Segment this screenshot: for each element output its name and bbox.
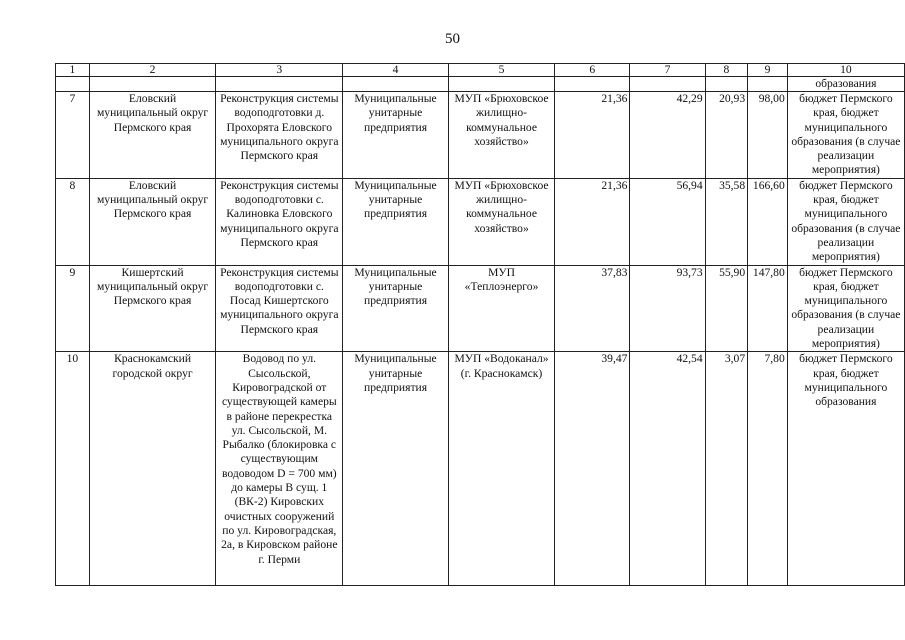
column-header-9: 9 — [748, 64, 788, 77]
value-col9: 7,80 — [748, 352, 788, 586]
municipality-cell: Кишертский муниципальный округ Пермского края — [89, 265, 216, 352]
recipient-cell: Муниципальные унитарные предприятия — [343, 92, 449, 179]
column-header-10: 10 — [787, 64, 904, 77]
column-header-6: 6 — [555, 64, 630, 77]
page-number: 50 — [445, 31, 460, 47]
column-header-8: 8 — [705, 64, 748, 77]
table-row — [56, 352, 905, 586]
table-row — [56, 178, 905, 265]
row-number: 7 — [56, 92, 90, 179]
value-col6: 37,83 — [555, 265, 630, 352]
value-col8: 55,90 — [705, 265, 748, 352]
value-col6: 39,47 — [555, 352, 630, 586]
recipient-cell: Муниципальные унитарные предприятия — [343, 178, 449, 265]
value-col7: 42,54 — [630, 352, 705, 586]
measure-cell: Реконструкция системы водоподготовки д. Прохорята Еловского муниципального округа Пермского края — [216, 92, 343, 179]
column-header-3: 3 — [216, 64, 343, 77]
program-table — [55, 63, 905, 586]
municipality-cell: Краснокамский городской округ — [89, 352, 216, 586]
value-col8: 35,58 — [705, 178, 748, 265]
funding-source-cell: бюджет Пермского края, бюджет муниципального образования (в случае реализации мероприятия) — [787, 265, 904, 352]
table-row — [56, 265, 905, 352]
recipient-cell: Муниципальные унитарные предприятия — [343, 265, 449, 352]
column-header-7: 7 — [630, 64, 705, 77]
value-col9: 98,00 — [748, 92, 788, 179]
funding-source-cell: бюджет Пермского края, бюджет муниципального образования — [787, 352, 904, 586]
organization-cell: МУП «Теплоэнерго» — [448, 265, 554, 352]
recipient-cell: Муниципальные унитарные предприятия — [343, 352, 449, 586]
measure-cell: Водовод по ул. Сысольской, Кировоградской от существующей камеры в районе перекрестка ул. Сысольской, М. Рыбалко (блокировка с существующим водоводом D = 700 мм) до камеры В сущ. 1 (ВК-2) Кировских очистных сооружений по ул. Кировоградская, 2а, в Кировском районе г. Перми — [216, 352, 343, 586]
organization-cell: МУП «Брюховское жилищно-коммунальное хозяйство» — [448, 92, 554, 179]
column-header-4: 4 — [343, 64, 449, 77]
value-col8: 3,07 — [705, 352, 748, 586]
value-col6: 21,36 — [555, 92, 630, 179]
value-col9: 147,80 — [748, 265, 788, 352]
measure-cell: Реконструкция системы водоподготовки с. Посад Кишертского муниципального округа Пермского края — [216, 265, 343, 352]
funding-source-cell: бюджет Пермского края, бюджет муниципального образования (в случае реализации мероприятия) — [787, 92, 904, 179]
row-number: 10 — [56, 352, 90, 586]
organization-cell: МУП «Водоканал» (г. Краснокамск) — [448, 352, 554, 586]
organization-cell: МУП «Брюховское жилищно-коммунальное хозяйство» — [448, 178, 554, 265]
column-header-1: 1 — [56, 64, 90, 77]
value-col6: 21,36 — [555, 178, 630, 265]
value-col7: 56,94 — [630, 178, 705, 265]
value-col9: 166,60 — [748, 178, 788, 265]
value-col7: 42,29 — [630, 92, 705, 179]
value-col7: 93,73 — [630, 265, 705, 352]
column-header-5: 5 — [448, 64, 554, 77]
table-row — [56, 92, 905, 179]
continuation-row — [56, 77, 905, 92]
municipality-cell: Еловский муниципальный округ Пермского края — [89, 178, 216, 265]
value-col8: 20,93 — [705, 92, 748, 179]
measure-cell: Реконструкция системы водоподготовки с. Калиновка Еловского муниципального округа Пермского края — [216, 178, 343, 265]
municipality-cell: Еловский муниципальный округ Пермского края — [89, 92, 216, 179]
row-number: 8 — [56, 178, 90, 265]
row-number: 9 — [56, 265, 90, 352]
funding-source-cell: бюджет Пермского края, бюджет муниципального образования (в случае реализации мероприятия) — [787, 178, 904, 265]
column-number-row — [56, 64, 905, 77]
column-header-2: 2 — [89, 64, 216, 77]
continuation-cell: образования — [787, 77, 904, 92]
